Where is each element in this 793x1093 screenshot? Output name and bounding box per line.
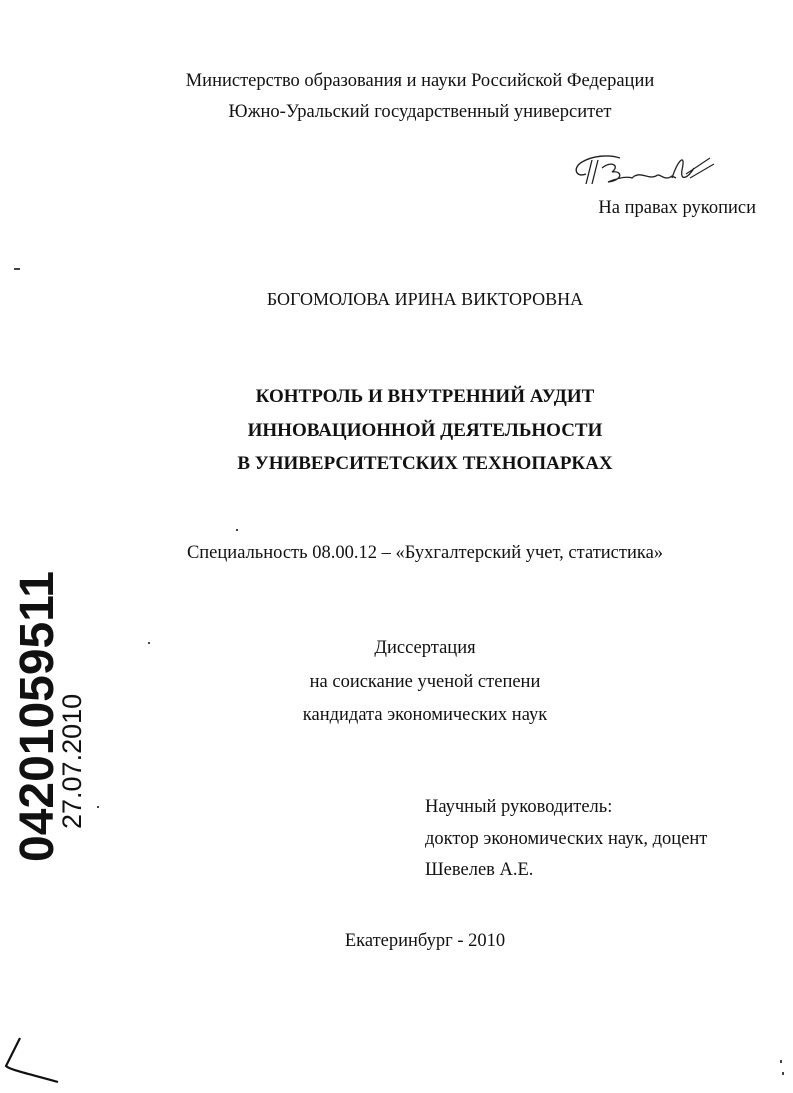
- scan-speck: [148, 642, 150, 644]
- title-line-2: ИННОВАЦИОННОЙ ДЕЯТЕЛЬНОСТИ: [247, 419, 603, 441]
- title-line-3: В УНИВЕРСИТЕТСКИХ ТЕХНОПАРКАХ: [237, 453, 613, 474]
- manuscript-rights-note: На правах рукописи: [598, 198, 756, 218]
- supervisor-name: Шевелев А.Е.: [425, 860, 534, 880]
- scan-speck: [780, 1060, 782, 1063]
- corner-pen-mark: [0, 1030, 70, 1093]
- ministry-name: Министерство образования и науки Российской Федерации: [185, 71, 655, 91]
- degree-statement: [50, 632, 793, 733]
- library-stamp-date: 27.07.2010: [57, 693, 87, 829]
- specialty-line: Специальность 08.00.12 – «Бухгалтерский учет, статистика»: [186, 543, 664, 563]
- scan-speck: [236, 529, 238, 531]
- supervisor-label: Научный руководитель:: [425, 797, 613, 817]
- degree-line-1: Диссертация: [374, 638, 476, 658]
- supervisor-degree: доктор экономических наук, доцент: [425, 828, 708, 849]
- author-name: БОГОМОЛОВА ИРИНА ВИКТОРОВНА: [266, 289, 584, 309]
- degree-line-3: кандидата экономических наук: [302, 705, 548, 725]
- title-line-1: КОНТРОЛЬ И ВНУТРЕННИЙ АУДИТ: [255, 386, 595, 407]
- author-signature: [568, 148, 718, 196]
- library-barcode-number: 04201059511: [11, 571, 64, 862]
- dissertation-title: [50, 380, 793, 481]
- city-year: Екатеринбург - 2010: [344, 931, 506, 951]
- university-name: Южно-Уральский государственный университет: [228, 102, 612, 122]
- scan-speck: [14, 268, 20, 270]
- supervisor-block: [425, 792, 707, 887]
- scan-speck: [782, 1072, 784, 1075]
- degree-line-2: на соискание ученой степени: [309, 671, 541, 692]
- scan-speck: [97, 806, 99, 808]
